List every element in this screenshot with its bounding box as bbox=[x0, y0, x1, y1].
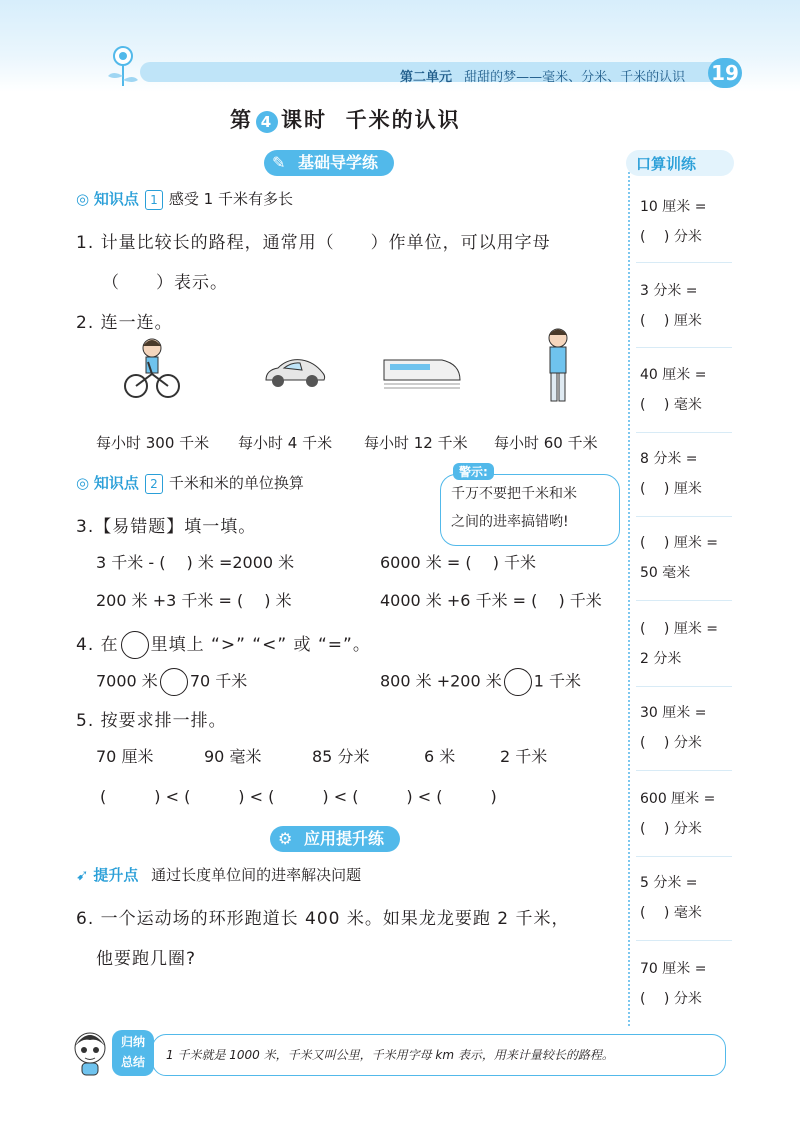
q3-item-b: 6000 米 = ( ) 千米 bbox=[380, 553, 537, 572]
q5-item-3: 85 分米 bbox=[312, 747, 370, 766]
kp1-number: 1 bbox=[145, 190, 163, 210]
rocket-icon: ➹ bbox=[76, 866, 89, 884]
drill-item-6 bbox=[640, 614, 732, 674]
q3-text: 3.【易错题】填一填。 bbox=[76, 517, 257, 537]
header-text bbox=[400, 66, 685, 85]
unit-subtitle: 甜甜的梦——毫米、分米、千米的认识 bbox=[464, 70, 686, 85]
unit-label: 第二单元 bbox=[400, 70, 453, 85]
kp1-label: 知识点 bbox=[93, 190, 139, 208]
summary-text: 1 千米就是 1000 米，千米又叫公里，千米用字母 km 表示，用来计量较长的路程。 bbox=[166, 1048, 614, 1062]
drill-a: ( ) 厘米 bbox=[640, 481, 702, 497]
title-lesson-number: 4 bbox=[256, 111, 278, 133]
drill-item-2 bbox=[640, 276, 732, 336]
drill-separator bbox=[636, 516, 732, 517]
q4-post: 里填上 “>” “<” 或 “=”。 bbox=[150, 635, 371, 655]
warning-tag: 警示: bbox=[453, 463, 494, 480]
drill-separator bbox=[636, 600, 732, 601]
drill-a: ( ) 分米 bbox=[640, 735, 702, 751]
section-banner-basic bbox=[264, 150, 394, 176]
drill-q: ( ) 厘米 = bbox=[640, 535, 719, 551]
kp2-topic: 千米和米的单位换算 bbox=[168, 474, 304, 492]
q4-pre: 4. 在 bbox=[76, 635, 119, 655]
q4-a-left: 7000 米 bbox=[96, 671, 158, 691]
q5-item-5: 2 千米 bbox=[500, 747, 548, 766]
drill-separator bbox=[636, 770, 732, 771]
sunflower-icon bbox=[98, 36, 148, 90]
q4-a-right: 70 千米 bbox=[189, 671, 248, 691]
drill-separator bbox=[636, 856, 732, 857]
drill-q: 5 分米 = bbox=[640, 875, 698, 891]
speed-option-3: 每小时 12 千米 bbox=[364, 434, 468, 452]
drill-a: 2 分米 bbox=[640, 651, 682, 667]
car-image bbox=[262, 356, 328, 392]
drill-item-5 bbox=[640, 528, 732, 588]
section-basic-label: 基础导学练 bbox=[298, 153, 379, 172]
drill-q: 8 分米 = bbox=[640, 451, 698, 467]
target-icon: ◎ bbox=[76, 474, 90, 492]
warning-line2: 之间的进率搞错哟! bbox=[451, 514, 569, 530]
drill-separator bbox=[636, 940, 732, 941]
q1-line1: 1. 计量比较长的路程，通常用（ ）作单位，可以用字母 bbox=[76, 233, 551, 253]
q3-item-c: 200 米 +3 千米 = ( ) 米 bbox=[96, 591, 292, 610]
drill-item-10 bbox=[640, 954, 732, 1014]
knowledge-point-2 bbox=[76, 472, 304, 494]
drill-a: 50 毫米 bbox=[640, 565, 691, 581]
title-post: 课时 千米的认识 bbox=[281, 108, 461, 132]
page-title bbox=[230, 104, 461, 134]
q4-item-b bbox=[380, 668, 581, 696]
drill-a: ( ) 毫米 bbox=[640, 397, 702, 413]
speed-option-4: 每小时 60 千米 bbox=[494, 434, 598, 452]
compare-circle-b[interactable] bbox=[504, 668, 532, 696]
compare-circle-a[interactable] bbox=[160, 668, 188, 696]
knowledge-point-1 bbox=[76, 188, 293, 210]
q4-b-right: 1 千米 bbox=[533, 671, 582, 691]
drill-a: ( ) 分米 bbox=[640, 991, 702, 1007]
drill-item-3 bbox=[640, 360, 732, 420]
q5-item-1: 70 厘米 bbox=[96, 747, 154, 766]
section-banner-apply bbox=[270, 826, 400, 852]
q2-text: 2. 连一连。 bbox=[76, 313, 173, 333]
compare-circle bbox=[121, 631, 149, 659]
q3-item-a: 3 千米 - ( ) 米 =2000 米 bbox=[96, 553, 295, 572]
q6-line2: 他要跑几圈? bbox=[96, 949, 197, 969]
drill-q: ( ) 厘米 = bbox=[640, 621, 719, 637]
kp2-label: 知识点 bbox=[93, 474, 139, 492]
drill-q: 30 厘米 = bbox=[640, 705, 707, 721]
sidebar-divider bbox=[628, 160, 630, 1026]
drill-item-9 bbox=[640, 868, 732, 928]
summary-tag-line2: 总结 bbox=[120, 1055, 145, 1069]
kp2-number: 2 bbox=[145, 474, 163, 494]
title-pre: 第 bbox=[230, 108, 253, 132]
drill-item-7 bbox=[640, 698, 732, 758]
q5-text: 5. 按要求排一排。 bbox=[76, 711, 227, 731]
ruler-icon: ⚙ bbox=[278, 829, 293, 848]
drill-a: ( ) 分米 bbox=[640, 821, 702, 837]
drill-q: 3 分米 = bbox=[640, 283, 698, 299]
kp1-topic: 感受 1 千米有多长 bbox=[168, 190, 293, 208]
drill-item-1 bbox=[640, 192, 732, 252]
q4-text bbox=[76, 630, 371, 659]
drill-a: ( ) 毫米 bbox=[640, 905, 702, 921]
mascot-icon bbox=[70, 1030, 110, 1080]
improvement-point bbox=[76, 864, 361, 885]
q6-line1: 6. 一个运动场的环形跑道长 400 米。如果龙龙要跑 2 千米， bbox=[76, 909, 570, 929]
drill-q: 40 厘米 = bbox=[640, 367, 707, 383]
drill-separator bbox=[636, 347, 732, 348]
summary-tag bbox=[112, 1030, 154, 1076]
kp3-topic: 通过长度单位间的进率解决问题 bbox=[151, 866, 362, 884]
drill-a: ( ) 厘米 bbox=[640, 313, 702, 329]
speed-option-2: 每小时 4 千米 bbox=[238, 434, 333, 452]
boy-on-bicycle-image bbox=[122, 336, 182, 402]
drill-item-4 bbox=[640, 444, 732, 504]
sidebar-title: 口算训练 bbox=[636, 155, 697, 173]
sidebar-header bbox=[626, 150, 734, 176]
q5-order: ( ) < ( ) < ( ) < ( ) < ( ) bbox=[100, 787, 497, 806]
q5-item-4: 6 米 bbox=[424, 747, 456, 766]
q4-b-left: 800 米 +200 米 bbox=[380, 671, 502, 691]
drill-separator bbox=[636, 432, 732, 433]
section-apply-label: 应用提升练 bbox=[304, 829, 385, 848]
target-icon: ◎ bbox=[76, 190, 90, 208]
high-speed-train-image bbox=[382, 350, 462, 396]
kp3-label: 提升点 bbox=[93, 866, 139, 884]
speed-option-1: 每小时 300 千米 bbox=[96, 434, 210, 452]
drill-a: ( ) 分米 bbox=[640, 229, 702, 245]
drill-separator bbox=[636, 262, 732, 263]
page-number: 19 bbox=[708, 58, 742, 88]
q1-line2: （ ）表示。 bbox=[102, 273, 228, 293]
warning-bubble bbox=[440, 465, 620, 546]
drill-q: 70 厘米 = bbox=[640, 961, 707, 977]
drill-q: 10 厘米 = bbox=[640, 199, 707, 215]
drill-q: 600 厘米 = bbox=[640, 791, 716, 807]
drill-item-8 bbox=[640, 784, 732, 844]
q4-item-a bbox=[96, 668, 247, 696]
q5-item-2: 90 毫米 bbox=[204, 747, 262, 766]
warning-line1: 千万不要把千米和米 bbox=[451, 486, 577, 502]
summary-tag-line1: 归纳 bbox=[120, 1035, 145, 1049]
drill-separator bbox=[636, 686, 732, 687]
walking-man-image bbox=[538, 326, 578, 410]
q3-item-d: 4000 米 +6 千米 = ( ) 千米 bbox=[380, 591, 602, 610]
compass-icon: ✎ bbox=[272, 153, 286, 172]
